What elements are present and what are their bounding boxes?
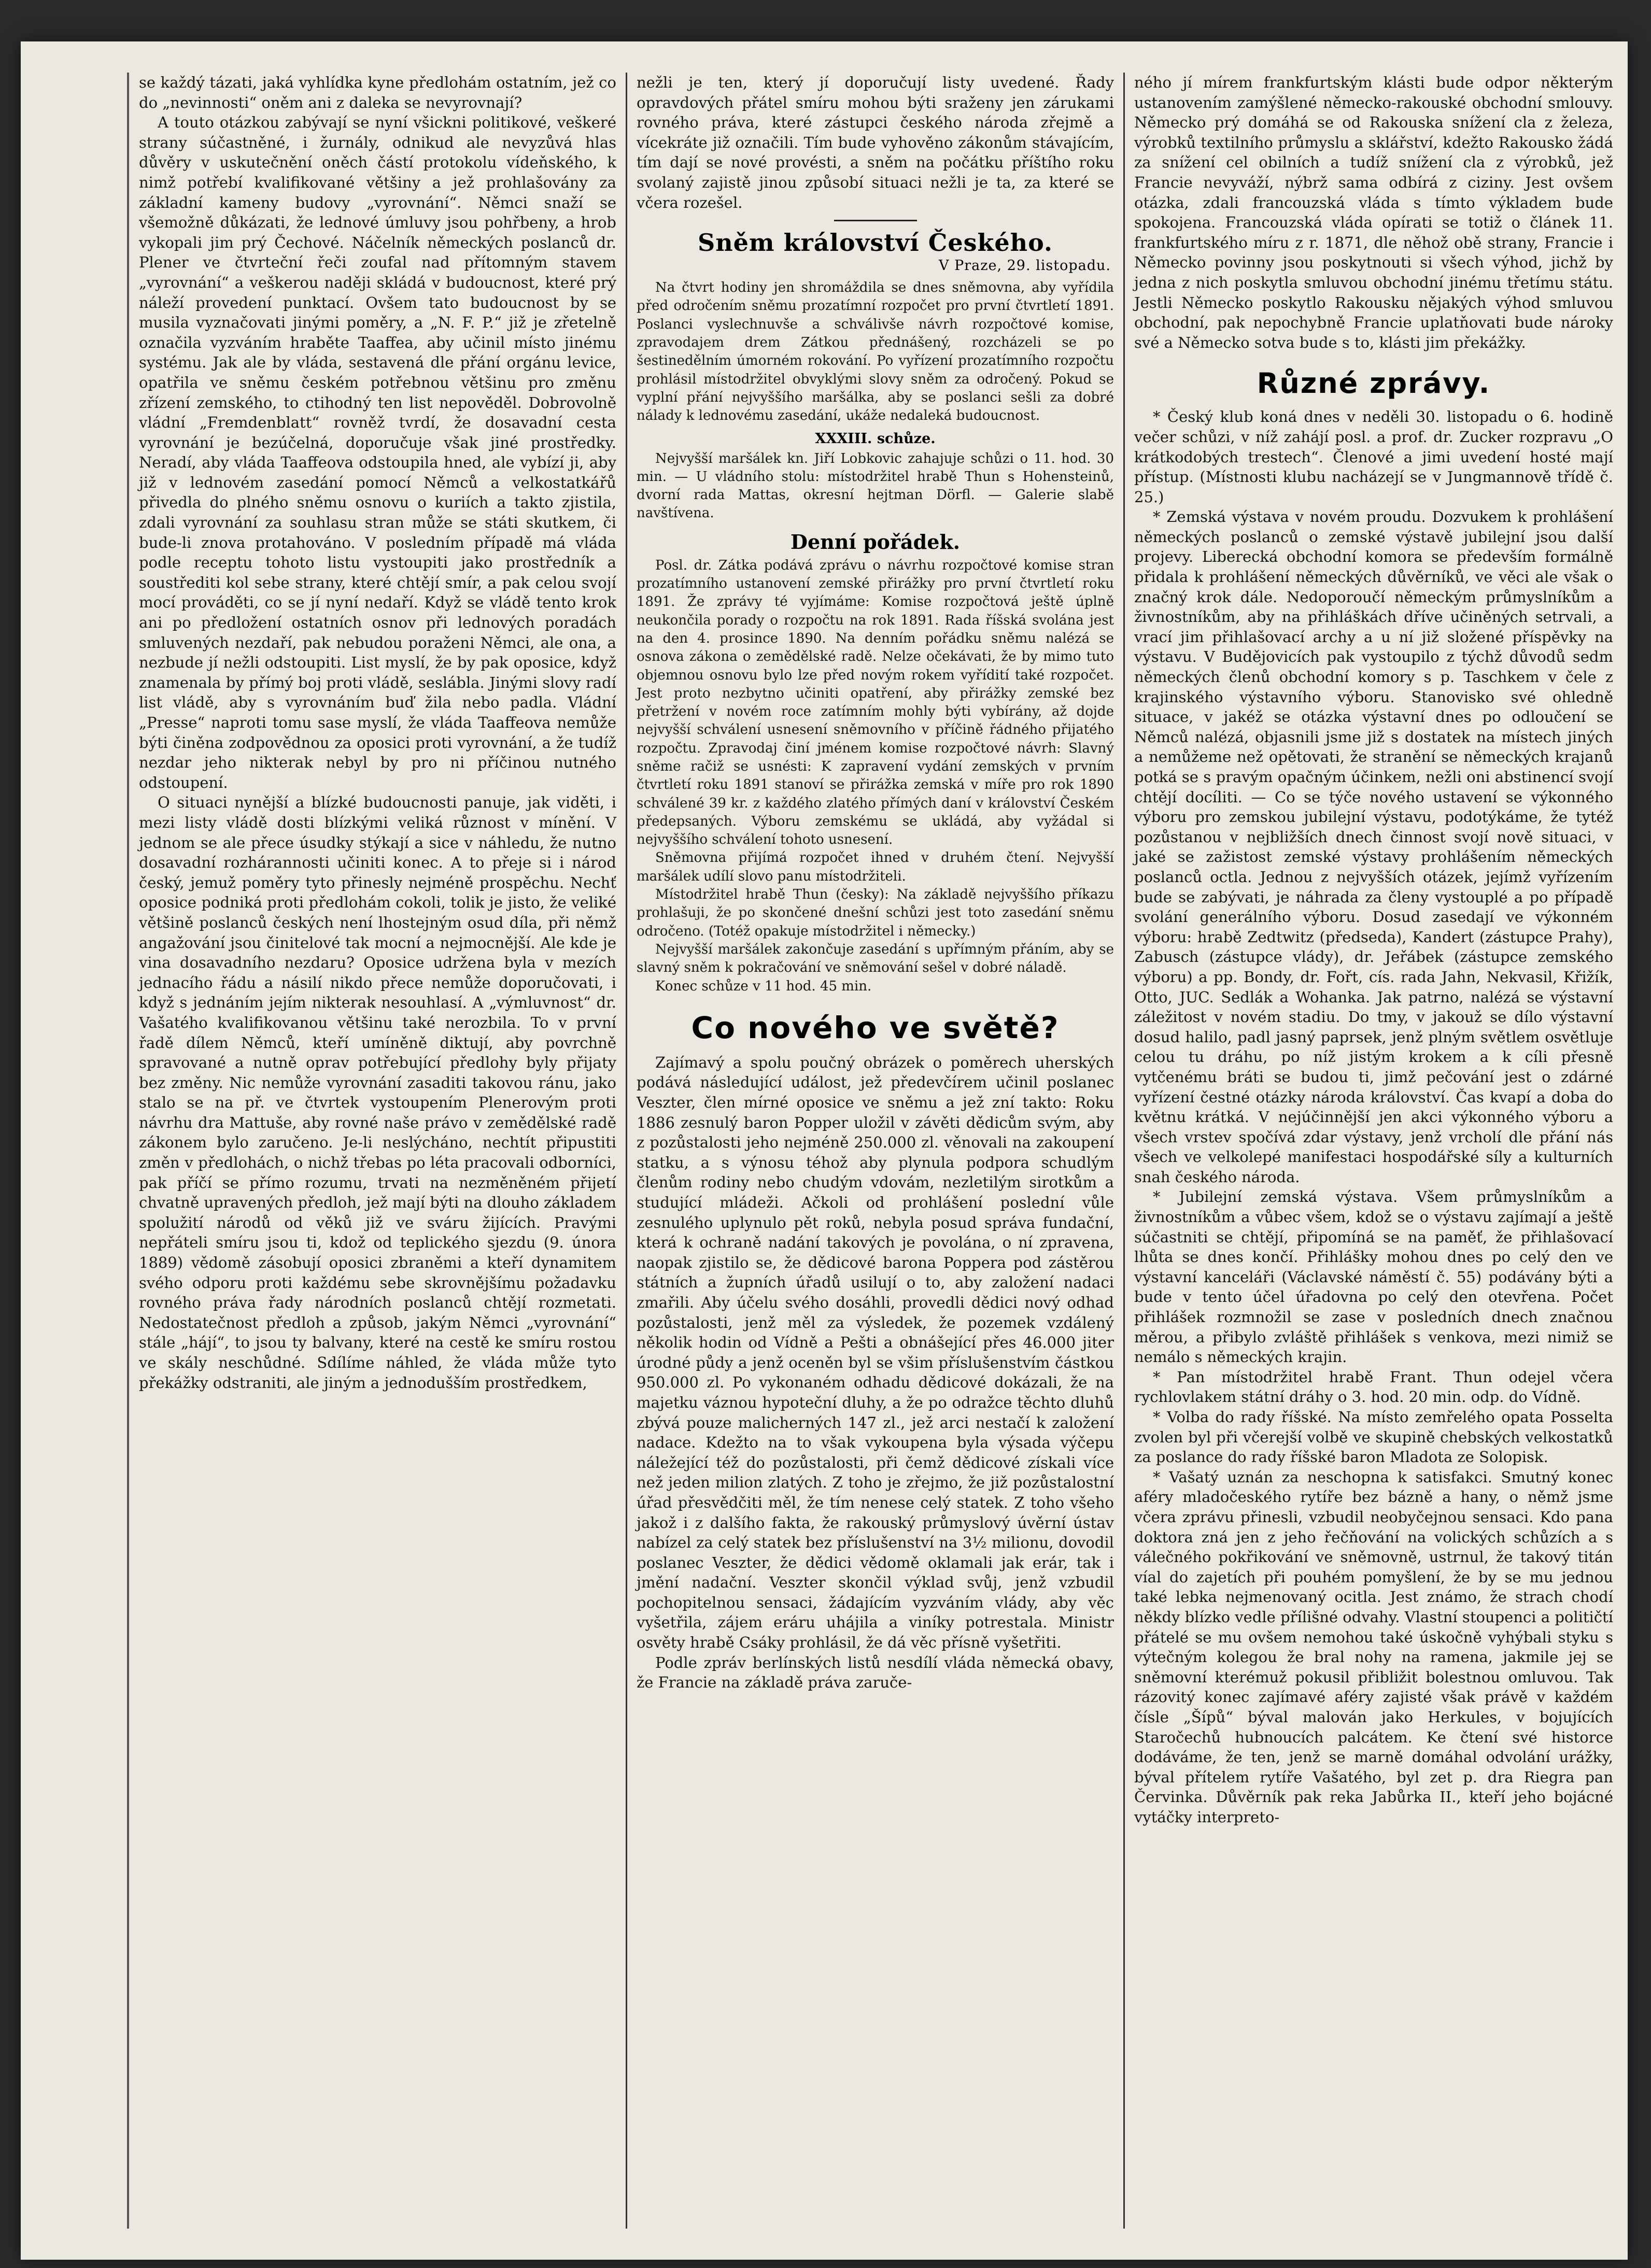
paragraph: Sněmovna přijímá rozpočet ihned v druhém čtení. Nejvyšší maršálek udílí slovo panu místodržiteli.: [637, 850, 1114, 884]
left-margin-rule: [127, 73, 129, 2229]
paragraph: * Zemská výstava v novém proudu. Dozvukem k prohlášení německých poslanců o zemské výstavě jubilejní jsou další projevy. Liberecká obchodní komora se především formálně přidala k prohlášení německých důvěrníků, ve věci ale však o značný krok dále. Nedoporoučí německým průmyslníkům a živnostníkům, aby na přihláškách dříve učiněných setrvali, a vrací jim přihlašovací archy a u ní již složené příspěvky na výstavu. V Budějovicích pak vystoupilo z týchž důvodů sedm německých členů obchodní komory s p. Taschkem v čele z krajinského výstavního výboru. Stanovisko své ohledně situace, v jakéž se otázka výstavní dnes po odloučení se Němců nalézá, objasnili jsme již s dostatek na místech jiných a nemůžeme než opětovati, že stranění se německých krajanů potká se s pravým opačným účinkem, nežli oni abstinencí svojí chtějí docíliti. — Co se týče nového ustavení se výkonného výboru pro zemskou jubilejní výstavu, podotýkáme, že tytéž pozůstanou v nejbližších dnech činnost svojí nově situaci, v jaké se zažistost zemské výstavy prohlášením německých poslanců octla. Jednou z nejvyšších otázek, jejímž vyřízením bude se zabývati, je náhrada za členy vystouplé a po případě svolání generálního výboru. Dosud zasedají ve výkonném výboru: hrabě Zedtwitz (předseda), Kandert (zástupce Prahy), Zabusch (zástupce vlády), dr. Jeřábek (zástupce zemského výboru) a pp. Bondy, dr. Fořt, cís. rada Jahn, Nekvasil, Křižík, Otto, JUC. Sedlák a Wohanka. Jak patrno, nalézá se výstavní záležitost v novém stadiu. Do tmy, v jakouž se dílo výstavní dosud halilo, padl jasný paprsek, jenž plným světlem osvětluje celou tu dráhu, po níž jistým krokem a k cíli přesně vytčenému bráti se budou ti, jimž pečování jest o zdárné vyřízení čestné otázky národa království. Čas kvapí a doba do květnu krátká. V nejúčinnější jen akci výkonného výboru a všech vrstev spočívá zdar výstavy, jenž vrcholí dle přání nás všech ve velkolepé manifestaci hospodářské síly a kulturních snah českého národa.: [1134, 508, 1613, 1186]
section-heading-news: Různé zprávy.: [1257, 367, 1491, 400]
newspaper-page: [21, 41, 1628, 2260]
paragraph: Nejvyšší maršálek kn. Jiří Lobkovic zahajuje schůzi o 11. hod. 30 min. — U vládního stolu: místodržitel hrabě Thun s Hohensteinů, dvorní rada Mattas, okresní hejtman Dörfl. — Galerie slabě navštívena.: [637, 450, 1114, 521]
paragraph: Na čtvrt hodiny jen shromáždila se dnes sněmovna, aby vyřídila před odročením sněmu prozatímní rozpočet pro první čtvrtletí 1891. Poslanci vyslechnuvše a schválivše návrh rozpočtové komise, zpravodajem drem Zátkou přednášený, rozcházeli se po šestinedělním úmorném rokování. Po vyřízení prozatímního rozpočtu prohlásil místodržitel obvyklými slovy sněm za odročený. Pokud se vyplní přání nejvyššího maršálka, aby se poslanci sešli za dobré nálady k lednovému zasedání, ukáže nedaleká budoucnost.: [637, 280, 1114, 424]
column-3: [1125, 73, 1622, 2229]
dateline: V Praze, 29. listopadu.: [938, 258, 1111, 274]
section-heading-agenda: Denní pořádek.: [791, 530, 960, 554]
column-1: [130, 73, 627, 2229]
paragraph: O situaci nynější a blízké budoucnosti panuje, jak viděti, i mezi listy vládě dosti blízkými veliká různost v mínění. V jednom se ale přece úsudky stýkají a sice v náhledu, že nutno dosavadní rozhárannosti učiniti konec. A to přeje si i národ český, jemuž poměry tyto přinesly nejméně prospěchu. Nechť oposice podniká proti předlohám cokoli, tolik je jisto, že veliké většině poslanců českých není lhostejným osud díla, při němž angažování jsou činitelové tak mocní a nejmocnější. Ale kde je vina dosavadního nezdaru? Oposice udržena byla v mezích jednacího řádu a násilí nikdo přece nemůže doporučovati, i když s jednáním jejím nikterak nesouhlasí. A „výmluvnost“ dr. Vašatého kvalifikovanou většinu také nerozbila. To v první řadě dílem Němců, kteří umíněně diktují, aby povrchně spravované a nutně oprav potřebující předlohy byly přijaty bez změny. Nic nemůže vyrovnání zasaditi takovou ránu, jako stalo se na př. ve čtvrtek vystoupením Plenerovým proti návrhu dra Mattuše, aby rovné naše právo v zemědělské radě zákonem bylo zaručeno. Je-li neslýcháno, nechtít připustiti změn v předlohách, o nichž třebas po léta pracovali odborníci, pak příčí se přímo rozumu, trvati na nezměněném přijetí chvatně upravených předloh, jež mají býti na dlouho základem spolužití národů od věků již ve sváru žijících. Pravými nepřáteli smíru jsou ti, kdož od teplického sjezdu (9. února 1889) vědomě zásobují oposici zbraněmi a kteří dynamitem svého odporu proti každému sebe skrovnějšímu požadavku rovného práva řady národních poslanců chtějí rozmetati. Nedostatečnost předloh a způsob, jakým Němci „vyrovnání“ stále „hájí“, to jsou ty balvany, které na cestě ke smíru rostou ve skály neschůdné. Sdílíme náhled, že vláda může tyto překážky odstraniti, ale jiným a jednodušším prostředkem,: [139, 793, 616, 1392]
paragraph: Zajímavý a spolu poučný obrázek o poměrech uherských podává následující událost, jež předevčírem učinil poslanec Veszter, člen mírné oposice ve sněmu a jež zní takto: Roku 1886 zesnulý baron Popper uložil v závěti dědicům svým, aby z pozůstalosti jeho nejméně 250.000 zl. věnovali na zakoupení statku, a s výnosu téhož aby plynula podpora schudlým členům rodiny nebo chudým vdovám, nezletilým sirotkům a studující mládeži. Ačkoli od prohlášení poslední vůle zesnulého uplynulo pět roků, nebyla posud správa fundační, která k ochraně nadání takových je povolána, o ní zpravena, naopak zjistilo se, že dědicové barona Poppera pod zástěrou státních a župních úřadů usilují o to, aby založení nadaci zmařili. Aby účelu svého dosáhli, provedli dědici nový odhad pozůstalosti, jenž měl za výsledek, že pozemek vzdálený několik hodin od Vídně a Pešti a obnášející přes 46.000 jiter úrodné půdy a jenž oceněn byl se všim příslušenstvím částkou 950.000 zl. Po vykonaném odhadu dědicové dokázali, že na majetku váznou hypoteční dluhy, a že po odražce těchto dluhů zbývá pouze malicherných 147 zl., jež arci nestačí k založení nadace. Kdežto na to však vykoupena byla výsada výčepu náležející též do pozůstalosti, při čemž dědicové získali více než jeden milion zlatých. Z toho je zřejmo, že již pozůstalostní úřad přesvědčiti měl, že tím nenese celý statek. Z toho všeho jakož i z dalšího fakta, že rakouský průmyslový úvěrní ústav nabízel za celý statek bez příslušenství na 3½ milionu, dovodil poslanec Veszter, že dědici vědomě oklamali jak erár, tak i jmění nadační. Veszter skončil výklad svůj, jenž vzbudil pochopitelnou sensaci, žádajícím vyzváním vlády, aby věc vyšetřila, zájem eráru uhájila a viníky potrestala. Ministr osvěty hrabě Csáky prohlásil, že dá věc přísně vyšetřiti.: [637, 1053, 1114, 1652]
paragraph: Nejvyšší maršálek zakončuje zasedání s upřímným přáním, aby se slavný sněm k pokračování ve sněmování sešel v dobré náladě.: [637, 941, 1114, 976]
text-columns: [130, 73, 1622, 2229]
paragraph: * Český klub koná dnes v neděli 30. listopadu o 6. hodině večer schůzi, v níž zahájí posl. a prof. dr. Zucker rozpravu „O krátkodobých trestech“. Členové a jimi uvedení hosté mají přístup. (Místnosti klubu nacházejí se v Jungmannově třídě č. 25.): [1134, 408, 1613, 506]
session-label: XXXIII. schůze.: [815, 430, 936, 447]
section-divider: [834, 220, 917, 221]
paragraph: * Volba do rady říšské. Na místo zemřelého opata Posselta zvolen byl při včerejší volbě ve skupině chebských velkostatků za poslance do rady říšské baron Mladota ze Solopisk.: [1134, 1408, 1613, 1466]
paragraph: * Vašatý uznán za neschopna k satisfakci. Smutný konec aféry mladočeského rytíře bez bázně a hany, o němž jsme včera zprávu přinesli, vzbudil neobyčejnou sensaci. Kdo pana doktora zná jen z jeho řečňování na volických schůzích a s válečného pokřikování ve sněmovně, ustrnul, že takový titán víal do zajetích při pouhém pomyšlení, že by se mu jednou také lebka nejmenovaný ocitla. Jest známo, že strach chodí někdy blízko vedle přílišné odvahy. Vlastní stoupenci a političtí přátelé se mu ovšem nemohou také úskočně vyhýbali styku s výtečným kolegou že bral nohy na ramena, jakmile jej se sněmovní kterémuž pokusil přibližit bolestnou omluvou. Tak rázovitý konec zajímavé aféry zajisté však právě v každém čísle „Šípů“ býval malován jako Herkules, v bojujících Staročechů hubnoucích palcátem. Ke čtení své historce dodáváme, že ten, jenž se marně domáhal odvolání urážky, býval přítelem rytíře Vašatého, byl zet p. dra Riegra pan Červinka. Důvěrník pak reka Jabůrka II., kteří jeho bojácné vytáčky interpreto-: [1134, 1468, 1613, 1826]
paragraph: * Jubilejní zemská výstava. Všem průmyslníkům a živnostníkům a vůbec všem, kdož se o výstavu zajímají a ještě súčastniti se chtějí, připomíná se na paměť, že přihlašovací lhůta se dnes končí. Přihlášky mohou dnes po celý den ve výstavní kanceláři (Václavské náměstí č. 55) podávány býti a bude v tento účel úřadovna po celý den otevřena. Počet přihlášek rozmnožil se zase v posledních dnech značnou měrou, a přibylo zvláště přihlášek s venkova, mezi nimiž se nemálo s německých krajin.: [1134, 1188, 1613, 1366]
section-heading-world: Co nového ve světě?: [691, 1010, 1060, 1045]
paragraph: Konec schůze v 11 hod. 45 min.: [655, 978, 872, 994]
section-heading-diet: Sněm království Českého.: [697, 229, 1053, 257]
paragraph: Posl. dr. Zátka podává zprávu o návrhu rozpočtové komise stran prozatímního ustanovení zemské přirážky pro první čtvrtletí roku 1891. Že zprávy té vyjímáme: Komise rozpočtová ještě úplně neukončila porady o rozpočtu na rok 1891. Rada říšská svolána jest na den 4. prosince 1890. Na denním pořádku sněmu nalézá se osnova zákona o zemědělské radě. Nelze očekávati, že by mimo tuto objemnou osnovu bylo lze před novým rokem vyřídití také rozpočet. Jest proto nezbytno učiniti opatření, aby přirážky zemské bez přetržení v novém roce zatímním mohly býti vybírány, až dojde nejvyšší schválení usnesení sněmovního v příčině řádného přijatého rozpočtu. Zpravodaj činí jménem komise rozpočtové návrh: Slavný sněme račiž se usnésti: K zapravení vydání zemských v prvním čtvrtletí roku 1891 stanoví se přirážka zemská v míře pro rok 1890 schválené 39 kr. z každého zlatého přímých daní v království Českém předepsaných. Výboru zemskému se ukládá, aby vyžádal si nejvyššího schválení tohoto usnesení.: [637, 557, 1114, 848]
paragraph: A touto otázkou zabývají se nyní všickni politikové, veškeré strany súčastněné, i žurnály, odnikud ale nevyzůvá hlas důvěry v uskutečnění oněch částí protokolu vídeňského, k nimž potřebí kvalifikované většiny a jež prohlašovány za základní kameny budovy „vyrovnání“. Němci snaží se všemožně důkázati, že lednové úmluvy jsou pohřbeny, a hrob vykopali jim prý Čechové. Náčelník německých poslanců dr. Plener ve čtvrteční řeči zoufal nad přítomným stavem „vyrovnání“ a veškerou naději skládá v budoucnost, které prý náleží provedení punktací. Ovšem tato budoucnost by se musila vyznačovati jinými poměry, a „N. F. P.“ již je zřetelně označila vyzváním hraběte Taaffea, aby učinil místo jinému systému. Jak ale by vláda, sestavená dle přání orgánu levice, opatřila ve sněmu českém potřebnou většinu pro změnu zřízení zemského, to ctihodný ten list nepověděl. Dobrovolně vládní „Fremdenblatt“ rovněž tvrdí, že dosavadní cesta vyrovnání je bezúčelná, doporučuje však jiné prostředky. Neradí, aby vláda Taaffeova odstoupila hned, ale vybízí ji, aby již v lednovém zasedání pomocí Němců a velkostatkářů přivedla do plného sněmu osnovu o kuriích a takto zjistila, zdali vyrovnání za souhlasu stran může se státi skutkem, či bude-li znova protahováno. V posledním případě má vláda podle receptu tohoto listu vystoupiti jako prostředník a soustřediti kol sebe strany, které chtějí smír, a pak celou svojí mocí prováděti, co se jí nyní nedaří. Když se vládě tento krok ani po předložení ostatních osnov při lednových poradách smluvených nezdaří, pak nebudou poraženi Němci, ale ona, a nezbude jí nežli odstoupiti. List myslí, že by pak oposice, když znamenala by přímý boj proti vládě, seslábla. Jinými slovy radí list vládě, aby s vyrovnáním buď žila nebo padla. Vládní „Presse“ naproti tomu sase myslí, že vláda Taaffeova nemůže býti činěna zodpovědnou za oposici proti vyrovnání, a že tudíž nezdar jeho nikterak nebyl by pro ni příčinou nutného odstoupení.: [139, 114, 616, 791]
paragraph: Místodržitel hrabě Thun (česky): Na základě nejvyššího příkazu prohlašuji, že po skončené dnešní schůzi jest toto zasedání sněmu odročeno. (Totéž opakuje místodržitel i německy.): [637, 887, 1114, 939]
paragraph: nežli je ten, který jí doporučují listy uvedené. Řady opravdových přátel smíru mohou býti sraženy jen zárukami rovného práva, které zástupci českého národa zřejmě a vícekráte již označili. Tím bude vyhověno zákonům stávajícím, tím dají se nové provésti, a sněm na počátku příštího roku svolaný zajistě jinou způsobí situaci nežli je ta, za které se včera rozešel.: [637, 74, 1114, 211]
paragraph: * Pan místodržitel hrabě Frant. Thun odejel včera rychlovlakem státní dráhy o 3. hod. 20 min. odp. do Vídně.: [1134, 1368, 1613, 1406]
paragraph: se každý tázati, jaká vyhlídka kyne předlohám ostatním, jež co do „nevinnosti“ oněm ani z daleka se nevyrovnají?: [139, 74, 616, 111]
paragraph: ného jí mírem frankfurtským klásti bude odpor některým ustanovením zamýšlené německo-rakouské obchodní smlouvy. Německo prý domáhá se od Rakouska snížení cla z železa, výrobků textilního průmyslu a sklářství, kdežto Rakousko žádá za snížení cel obilních a tudíž snížení cla z výrobků, jež Francie nevyváží, nýbrž sama odbírá z ciziny. Jest ovšem otázka, zdali francouzská vláda s tímto výkladem bude spokojena. Francouzská vláda opírati se totiž o článek 11. frankfurtského míru z r. 1871, dle něhož obě strany, Francie i Německo povinny jsou poskytnouti si všech výhod, jichž by jedna z nich poskytla smluvou obchodní jinému třetímu státu. Jestli Německo poskytlo Rakousku nějakých výhod smluvou obchodní, pak nepochybně Francie uplatňovati bude nároky své a Německo sotva bude s to, klásti jim překážky.: [1134, 74, 1613, 351]
paragraph: Podle zpráv berlínských listů nesdílí vláda německá obavy, že Francie na základě práva zaruče-: [637, 1653, 1114, 1692]
column-2: [627, 73, 1125, 2229]
